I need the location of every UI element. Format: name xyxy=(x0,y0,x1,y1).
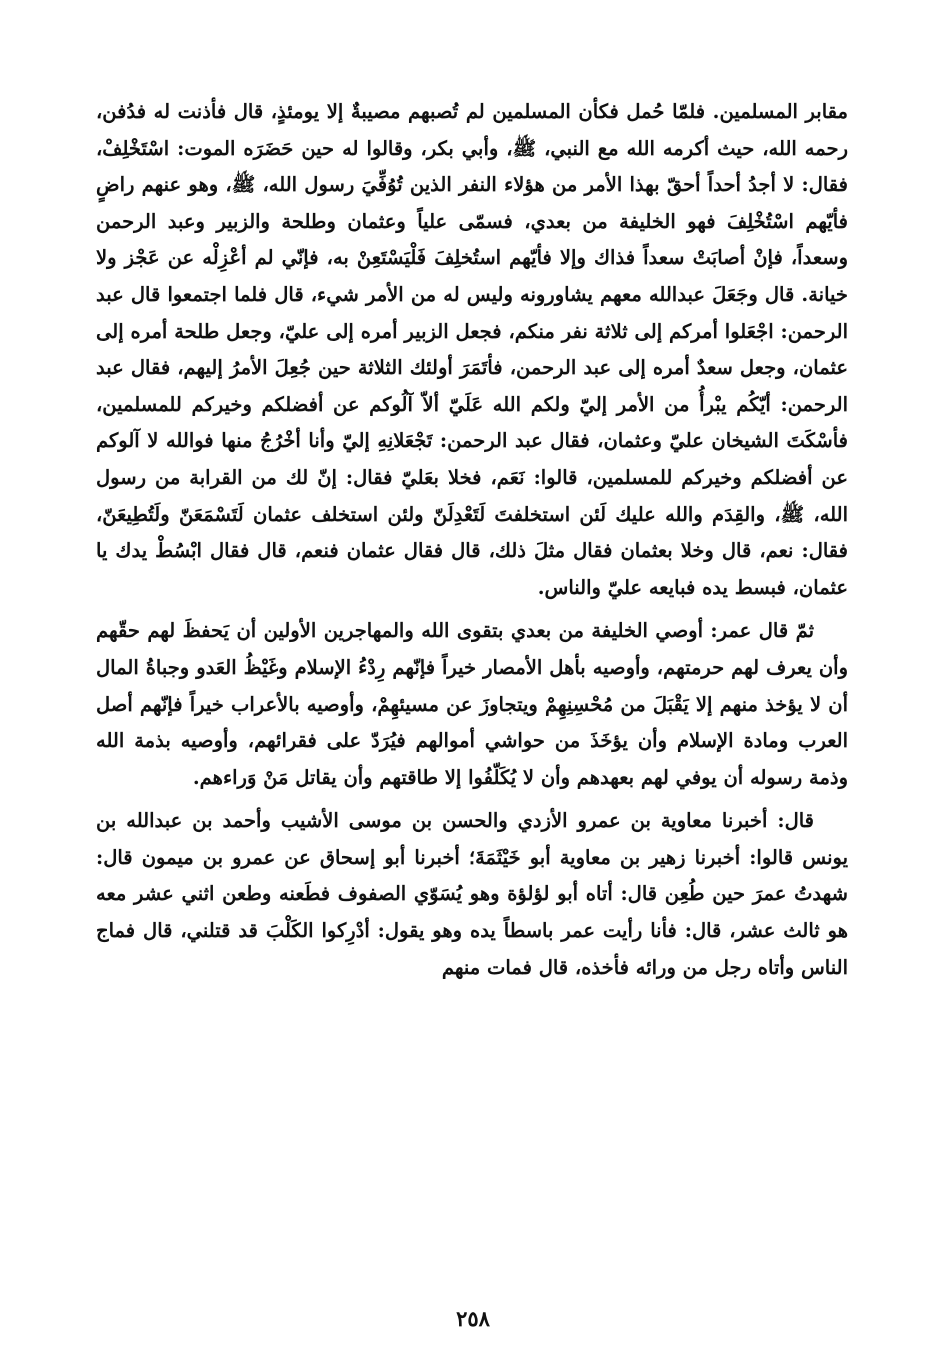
paragraph-1: مقابر المسلمين. فلمّا حُمل فكأن المسلمين لم تُصبهم مصيبةٌ إلا يومئذٍ، قال فأذنت له فدُفن، رحمه الله، حيث أكرمه الله مع النبي، ﷺ، وأبي بكر، وقالوا له حين حَضَرَه الموت: اسْتَخْلِفْ، فقال: لا أجدُ أحداً أحقّ بهذا الأمر من هؤلاء النفر الذين تُوُفِّيَ رسول الله، ﷺ، وهو عنهم راضٍ فأيّهم اسْتُخْلِفَ فهو الخليفة من بعدي، فسمّى علياً وعثمان وطلحة والزبير وعبد الرحمن وسعداً، فإنْ أصابَتْ سعداً فذاك وإلا فأيّهم استُخلِفَ فَلْيَسْتَعِنْ به، فإنّي لم أعْزِلْه عن عَجْز ولا خيانة. قال وجَعَلَ عبدالله معهم يشاورونه وليس له من الأمر شيء، قال فلما اجتمعوا قال عبد الرحمن: اجْعَلوا أمركم إلى ثلاثة نفر منكم، فجعل الزبير أمره إلى عليّ، وجعل طلحة أمره إلى عثمان، وجعل سعدٌ أمره إلى عبد الرحمن، فأتَمَرَ أولئك الثلاثة حين جُعِلَ الأمرُ إليهم، فقال عبد الرحمن: أيّكُم يبْرأُ من الأمر إليّ ولكم الله عَلَيّ ألاّ آلُوكم عن أفضلكم وخيركم للمسلمين، فأسْكَتَ الشيخان عليّ وعثمان، فقال عبد الرحمن: تَجْعَلانِهِ إليّ وأنا أخْرُجُ منها فوالله لا آلوكم عن أفضلكم وخيركم للمسلمين، قالوا: نَعَم، فخلا بعَليّ فقال: إنّ لك من القرابة من رسول الله، ﷺ، والقِدَم والله عليك لَئن استخلفتَ لَتَعْدِلَنّ ولئن استخلف عثمان لَتَسْمَعَنّ ولَتُطِيعَنّ، فقال: نعم، قال وخلا بعثمان فقال مثلَ ذلك، قال فقال عثمان فنعم، قال فقال ابْسُطْ يدك يا عثمان، فبسط يده فبايعه عليّ والناس. xyxy=(96,100,848,599)
paragraph-2: ثمّ قال عمر: أوصي الخليفة من بعدي بتقوى الله والمهاجرين الأولين أن يَحفظَ لهم حقّهم وأن يعرف لهم حرمتهم، وأوصيه بأهل الأمصار خيراً فإنّهم رِدْءُ الإسلام وغَيْظُ العَدو وجباةُ المال أن لا يؤخذ منهم إلا يَقْبَلَ من مُحْسِنِهِمْ ويتجاوزَ عن مسيئهِمْ، وأوصيه بالأعراب خيراً فإنّهم أصل العرب ومادة الإسلام وأن يؤخَذَ من حواشي أموالهم فيُرَدّ على فقرائهم، وأوصيه بذمة الله وذمة رسوله أن يوفي لهم بعهدهم وأن لا يُكَلّفُوا إلا طاقتهم وأن يقاتل مَنْ وَراءهم. xyxy=(96,619,848,789)
paragraph-3: قال: أخبرنا معاوية بن عمرو الأزدي والحسن بن موسى الأشيب وأحمد بن عبدالله بن يونس قالوا: أخبرنا زهير بن معاوية أبو خَيْثَمَةَ؛ أخبرنا أبو إسحاق عن عمرو بن ميمون قال: شهدتُ عمرَ حين طُعِن قال: أتاه أبو لؤلؤة وهو يُسَوّي الصفوف فطَعنه وطعن اثني عشر معه هو ثالث عشر، قال: فأنا رأيت عمر باسطاً يده وهو يقول: أدْرِكوا الكَلْبَ قد قتلني، قال فماج الناس وأتاه رجل من ورائه فأخذه، قال فمات منهم xyxy=(96,809,848,979)
body-text xyxy=(96,94,848,986)
page-number: ٢٥٨ xyxy=(456,1306,490,1331)
